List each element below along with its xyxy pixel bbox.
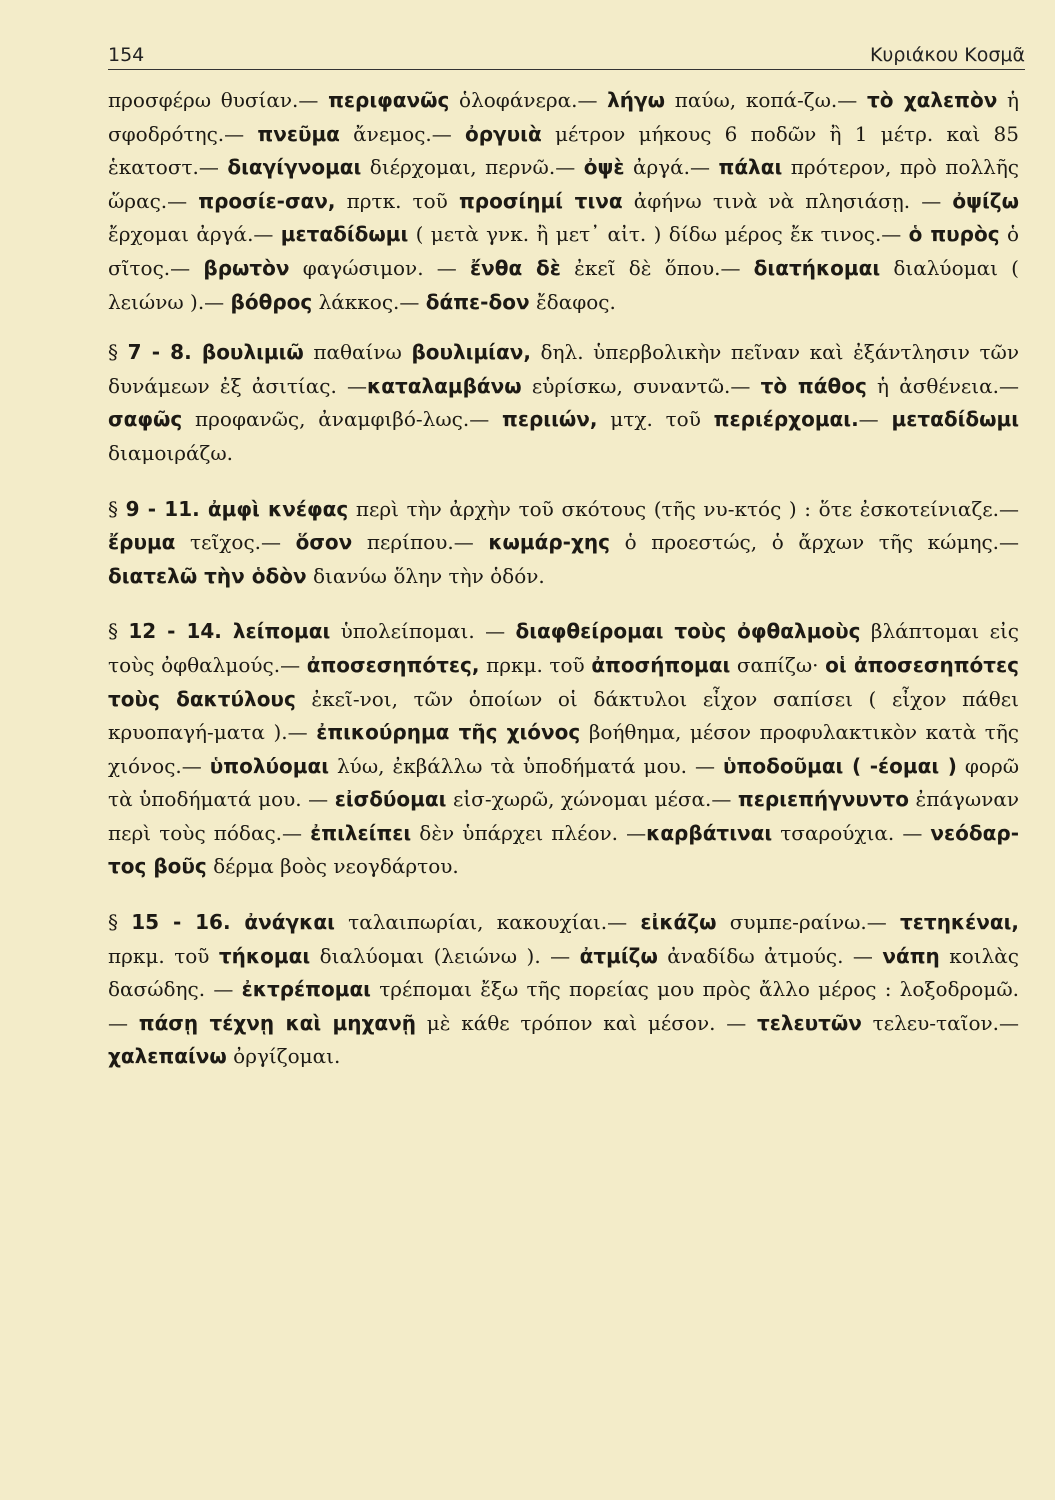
gloss-text: φαγώσιμον. — xyxy=(289,255,470,280)
headword: περιιών, xyxy=(502,407,598,432)
gloss-text: § xyxy=(108,910,132,935)
page-number: 154 xyxy=(108,44,145,66)
headword: ἀποσήπομαι xyxy=(591,652,731,677)
gloss-text: μὲ κάθε τρόπον καὶ μέσον. — xyxy=(416,1010,757,1035)
headword: χαλεπαίνω xyxy=(108,1044,227,1069)
gloss-text: πρκμ. τοῦ xyxy=(108,943,219,968)
headword: 12 - 14. λείπομαι xyxy=(128,619,331,644)
paragraph-section-9-11 xyxy=(108,493,1019,594)
gloss-text: ὀργίζομαι. xyxy=(226,1044,341,1069)
headword: μεταδίδωμι xyxy=(280,222,409,247)
headword: διατελῶ τὴν ὁδὸν xyxy=(108,563,307,588)
headword: προσίημί τινα xyxy=(458,188,623,213)
headword: καρβάτιναι xyxy=(646,820,773,845)
headword: διαφθείρομαι τοὺς ὀφθαλμοὺς xyxy=(515,619,861,644)
gloss-text: διαμοιράζω. xyxy=(108,440,234,465)
gloss-text: δὲν ὑπάρχει πλέον. — xyxy=(411,820,647,845)
headword: πνεῦμα xyxy=(257,121,340,146)
headword: 9 - 11. ἀμφὶ κνέφας xyxy=(125,496,349,521)
headword: μεταδίδωμι xyxy=(891,407,1020,432)
headword: βουλιμίαν, xyxy=(411,340,531,365)
headword: πάλαι xyxy=(718,155,783,180)
gloss-text: πρότερον, πρὸ πολλῆς ὥρας.— xyxy=(108,155,1020,213)
headword: περιέρχομαι. xyxy=(713,407,859,432)
headword: ἀτμίζω xyxy=(579,943,658,968)
headword: πάσῃ τέχνῃ καὶ μηχανῇ xyxy=(138,1010,417,1035)
paragraph-section-12-14 xyxy=(108,615,1019,884)
headword: ἀποσεσηπότες, xyxy=(306,652,480,677)
paragraph-section-7-8 xyxy=(108,336,1019,470)
gloss-text: ἐκεῖ-νοι, τῶν ὁποίων οἱ δάκτυλοι εἶχον σαπίσει ( εἶχον πάθει κρυοπαγή-ματα ).— xyxy=(108,686,1019,745)
gloss-text: ἔδαφος. xyxy=(529,289,616,314)
headword: ὀργυιὰ xyxy=(465,121,542,146)
gloss-text: διανύω ὅλην τὴν ὁδόν. xyxy=(306,563,545,588)
gloss-text: δηλ. ὑπερβολικὴν πεῖναν καὶ ἐξάντλησιν τῶν δυνάμεων ἐξ ἀσιτίας. — xyxy=(108,340,1019,398)
paragraph-1 xyxy=(108,84,1019,319)
headword: λήγω xyxy=(607,88,666,112)
headword: σαφῶς xyxy=(108,407,183,432)
headword: ἔνθα δὲ xyxy=(469,255,561,280)
gloss-text: ( μετὰ γνκ. ἢ μετ᾽ αἰτ. ) δίδω μέρος ἔκ τινος.— xyxy=(408,222,909,247)
gloss-text: εἰσ-χωρῶ, χώνομαι μέσα.— xyxy=(446,787,738,812)
gloss-text: συμπε-ραίνω.— xyxy=(716,910,901,935)
headword: ὅσον xyxy=(295,530,353,555)
gloss-text: ἡ ἀσθένεια.— xyxy=(866,373,1019,398)
gloss-text: ἄνεμος.— xyxy=(339,121,465,146)
headword: νεόδαρ-τος βοῦς xyxy=(108,820,1020,879)
gloss-text: ὑπολείπομαι. — xyxy=(330,619,516,644)
gloss-text: προσφέρω θυσίαν.— xyxy=(108,88,329,112)
gloss-text: διαλύομαι ( λειώνω ).— xyxy=(108,255,1019,314)
gloss-text: ἡ σφοδρότης.— xyxy=(108,88,1019,146)
headword: περιεπήγνυντο xyxy=(737,787,910,812)
paragraph-section-15-16 xyxy=(108,906,1019,1074)
gloss-text: πρκμ. τοῦ xyxy=(479,652,592,677)
headword: οἱ ἀποσεσηπότες τοὺς δακτύλους xyxy=(108,652,1020,711)
gloss-text: ἀναδίδω ἀτμούς. — xyxy=(657,943,883,968)
gloss-text: παύω, κοπά-ζω.— xyxy=(665,88,867,112)
headword: 7 - 8. βουλιμιῶ xyxy=(127,340,304,365)
gloss-text: δέρμα βοὸς νεογδάρτου. xyxy=(206,854,459,879)
gloss-text: λάκκος.— xyxy=(312,289,426,314)
headword: δάπε-δον xyxy=(425,289,530,314)
headword: ἐκτρέπομαι xyxy=(241,977,371,1002)
gloss-text: παθαίνω xyxy=(303,340,412,365)
header-rule xyxy=(108,69,1025,70)
headword: τὸ χαλεπὸν xyxy=(866,88,998,112)
glossary-text xyxy=(108,84,1019,1096)
headword: ἔρυμα xyxy=(108,530,176,555)
gloss-text: μέτρον μήκους 6 ποδῶν ἢ 1 μέτρ. καὶ 85 ἑκατοστ.— xyxy=(108,121,1019,180)
gloss-text: ὁ σῖτος.— xyxy=(108,222,1019,280)
headword: ὑπολύομαι xyxy=(209,753,329,778)
running-title: Κυριάκου Κοσμᾶ xyxy=(869,44,1025,66)
gloss-text: § xyxy=(108,496,126,521)
gloss-text: σαπίζω· xyxy=(730,652,826,677)
headword: ὀψὲ xyxy=(583,155,625,180)
gloss-text: διέρχομαι, περνῶ.— xyxy=(361,155,584,180)
gloss-text: ἀργά.— xyxy=(624,155,719,180)
gloss-text: βλάπτομαι εἰς τοὺς ὀφθαλμούς.— xyxy=(108,619,1019,677)
headword: νάπη xyxy=(882,943,940,968)
gloss-text: ἔρχομαι ἀργά.— xyxy=(108,222,281,247)
headword: ἐπιλείπει xyxy=(310,820,412,845)
headword: τήκομαι xyxy=(218,943,311,968)
gloss-text: τεῖχος.— xyxy=(175,530,296,555)
gloss-text: ἐκεῖ δὲ ὅπου.— xyxy=(560,255,754,280)
headword: τὸ πάθος xyxy=(760,373,867,398)
gloss-text: περὶ τὴν ἀρχὴν τοῦ σκότους (τῆς νυ-κτός ) : ὅτε ἐσκοτείνιαζε.— xyxy=(348,496,1019,521)
gloss-text: § xyxy=(108,619,129,644)
headword: κωμάρ-χης xyxy=(488,530,610,555)
running-header xyxy=(108,32,1025,66)
gloss-text: ὁλοφάνερα.— xyxy=(449,88,608,112)
gloss-text: φορῶ τὰ ὑποδήματά μου. — xyxy=(108,753,1020,812)
gloss-text: κοιλὰς δασώδης. — xyxy=(108,943,1019,1002)
headword: ὑποδοῦμαι ( -έομαι ) xyxy=(723,753,957,778)
gloss-text: ἐπάγωναν περὶ τοὺς πόδας.— xyxy=(108,787,1020,845)
headword: καταλαμβάνω xyxy=(367,373,522,398)
headword: τελευτῶν xyxy=(756,1010,862,1035)
headword: περιφανῶς xyxy=(328,88,450,112)
gloss-text: τσαρούχια. — xyxy=(772,820,931,845)
gloss-text: πρτκ. τοῦ xyxy=(335,188,459,213)
gloss-text: § xyxy=(108,340,128,365)
gloss-text: τελευ-ταῖον.— xyxy=(861,1010,1020,1035)
headword: 15 - 16. ἀνάγκαι xyxy=(131,910,335,935)
gloss-text: λύω, ἐκβάλλω τὰ ὑποδήματά μου. — xyxy=(328,753,724,778)
gloss-text: ταλαιπωρίαι, κακουχίαι.— xyxy=(334,910,641,935)
gloss-text: τρέπομαι ἔξω τῆς πορείας μου πρὸς ἄλλο μέρος : λοξοδρομῶ. — xyxy=(108,977,1020,1035)
headword: διατήκομαι xyxy=(753,255,881,280)
gloss-text: — xyxy=(858,407,892,432)
gloss-text: βοήθημα, μέσον προφυλακτικὸν κατὰ τῆς χιόνος.— xyxy=(108,720,1020,778)
headword: προσίε-σαν, xyxy=(198,188,336,213)
headword: εἰσδύομαι xyxy=(334,787,447,812)
headword: διαγίγνομαι xyxy=(227,155,362,180)
headword: ἐπικούρημα τῆς χιόνος xyxy=(316,720,581,745)
gloss-text: προφανῶς, ἀναμφιβό-λως.— xyxy=(182,407,502,432)
headword: ὀψίζω xyxy=(952,188,1019,213)
gloss-text: διαλύομαι (λειώνω ). — xyxy=(310,943,580,968)
gloss-text: περίπου.— xyxy=(352,530,489,555)
gloss-text: μτχ. τοῦ xyxy=(597,407,714,432)
headword: τετηκέναι, xyxy=(900,910,1020,935)
headword: βρωτὸν xyxy=(203,255,290,280)
gloss-text: εὑρίσκω, συναντῶ.— xyxy=(521,373,761,398)
gloss-text: ὁ προεστώς, ὁ ἄρχων τῆς κώμης.— xyxy=(609,530,1019,555)
headword: εἰκάζω xyxy=(640,910,717,935)
headword: βόθρος xyxy=(230,289,313,314)
gloss-text: ἀφήνω τινὰ νὰ πλησιάσῃ. — xyxy=(622,188,953,213)
headword: ὁ πυρὸς xyxy=(908,222,1000,247)
